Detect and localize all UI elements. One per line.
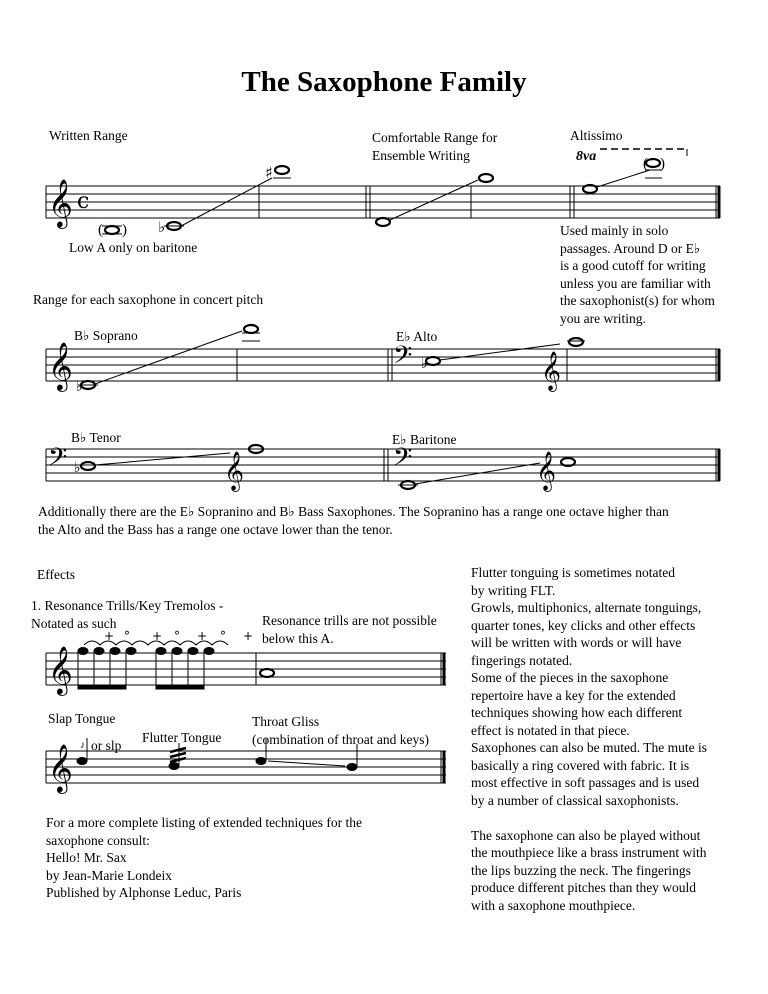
paren-open: ( (98, 222, 103, 238)
note-flutter (169, 762, 180, 770)
note-a-whole (260, 669, 274, 677)
svg-text:♪: ♪ (80, 740, 85, 751)
circle-icon: ° (174, 629, 180, 643)
note-high-d (479, 174, 493, 182)
page-title: The Saxophone Family (241, 66, 527, 98)
treble-clef-icon: 𝄞 (48, 341, 73, 390)
svg-text:(: ( (643, 156, 648, 172)
written-range-label: Written Range (49, 128, 128, 143)
bass-clef-icon: 𝄢 (48, 443, 68, 478)
reference-text: For a more complete listing of extended techniques for the saxophone consult: Hello! Mr. Sax by Jean-Marie Londeix Published by Alphonse Leduc, Paris (46, 815, 363, 900)
soprano-label: B♭ Soprano (74, 328, 138, 343)
plus-icon: + (152, 629, 163, 643)
additional-text: Additionally there are the E♭ Sopranino and B♭ Bass Saxophones. The Sopranino has a range one octave higher than the Alto and the Bass has a range one octave lower than the tenor. (38, 504, 669, 537)
plus-icon: + (197, 629, 208, 643)
ottava-label: 8va (576, 149, 597, 164)
note-soprano-high (244, 325, 258, 333)
alto-label: E♭ Alto (396, 329, 438, 344)
staff-written-range (46, 186, 720, 218)
treble-clef-icon: 𝄞 (224, 451, 245, 491)
note-low-c (376, 218, 390, 226)
tenor-label: B♭ Tenor (71, 430, 121, 445)
note-altissimo-high (646, 159, 660, 167)
common-time-icon: c (77, 189, 90, 214)
note-gliss-end (347, 763, 358, 771)
flat-icon: ♭ (74, 460, 81, 476)
treble-clef-icon: 𝄞 (48, 743, 73, 792)
slap-tongue-label: Slap Tongue (48, 711, 116, 726)
note-gliss-start (256, 757, 267, 765)
trill-notes (78, 648, 214, 690)
treble-clef-icon: 𝄞 (48, 645, 73, 694)
or-slp-label: or slp (91, 738, 122, 753)
resonance-trills-label: 1. Resonance Trills/Key Tremolos - Notated as such (31, 598, 224, 631)
bass-clef-icon: 𝄢 (393, 341, 413, 376)
bass-clef-icon: 𝄢 (393, 443, 413, 478)
flutter-tongue-label: Flutter Tongue (142, 730, 222, 745)
low-a-note: Low A only on baritone (69, 240, 198, 255)
baritone-label: E♭ Baritone (392, 432, 457, 447)
circle-icon: ° (220, 629, 226, 643)
treble-clef-icon: 𝄞 (541, 351, 562, 391)
effects-description: Flutter tonguing is sometimes notated by writing FLT. Growls, multiphonics, alternate tonguings, quarter tones, key clicks and other effects will be written with words or will have fingerings notated. Some of the pieces in the saxophone repertoire have a key for the extended techniques showing how each different effect is notated in that piece. Saxophones can also be muted. The mute is basically a ring covered with fabric. It is most effective in soft passages and is used by a number of classical saxophonists. The saxophone can also be played without the mouthpiece like a brass instrument with the lips buzzing the neck. The fingerings produce different pitches than they would with a saxophone mouthpiece. (471, 565, 707, 913)
note-low-a (105, 226, 119, 234)
note-alto-high (569, 338, 583, 346)
note-tenor-low (81, 462, 95, 470)
throat-gliss-label: Throat Gliss (combination of throat and keys) (252, 714, 429, 747)
sharp-icon: ♯ (265, 163, 273, 182)
note-slap (77, 757, 88, 765)
circle-icon: ° (124, 629, 130, 643)
flat-icon: ♭ (158, 218, 166, 236)
treble-clef-icon: 𝄞 (536, 451, 557, 491)
staff-effects (46, 751, 446, 783)
effects-heading: Effects (37, 567, 75, 582)
svg-text:): ) (660, 156, 665, 172)
plus-icon: + (104, 629, 115, 643)
altissimo-note: Used mainly in solo passages. Around D or E♭ is a good cutoff for writing unless you are familiar with the saxophonist(s) for whom you are writing. (560, 223, 715, 326)
flat-icon: ♭ (421, 356, 428, 372)
plus-icon: + (243, 629, 254, 643)
treble-clef-icon: 𝄞 (48, 178, 73, 227)
note-alto-low (426, 357, 440, 365)
altissimo-label: Altissimo (570, 128, 623, 143)
comfortable-range-label: Comfortable Range for Ensemble Writing (372, 130, 498, 163)
resonance-note: Resonance trills are not possible below this A. (262, 613, 437, 646)
concert-pitch-heading: Range for each saxophone in concert pitch (33, 292, 264, 307)
svg-text:): ) (122, 222, 127, 238)
flat-icon: ♭ (76, 379, 83, 395)
staff-resonance-trills (46, 653, 446, 685)
staff-tenor-baritone (46, 449, 720, 481)
